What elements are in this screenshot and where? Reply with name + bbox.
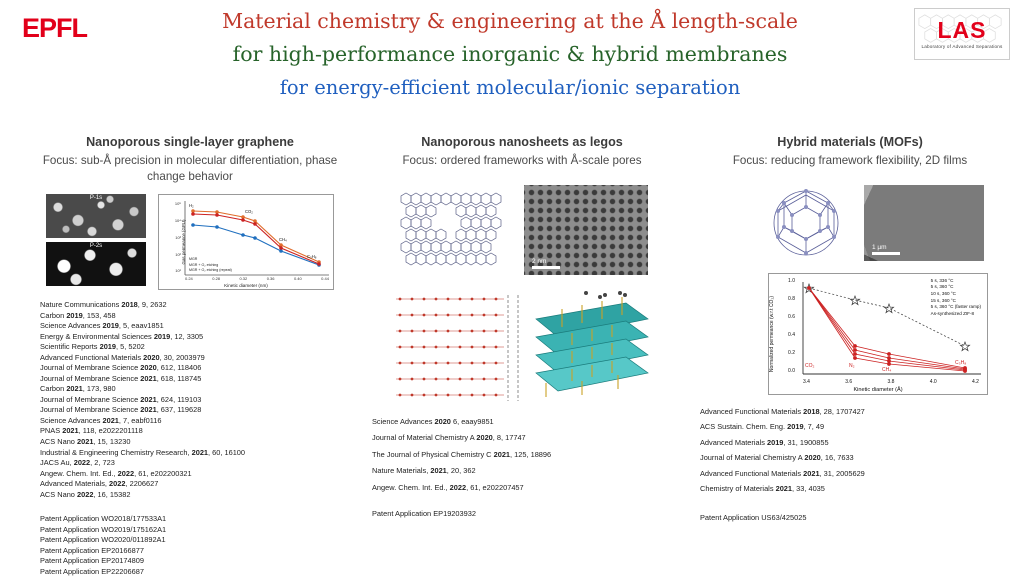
legend-entry: 5 s, 336 °C — [930, 277, 954, 283]
sem-scalebar-label: 1 µm — [872, 243, 887, 251]
svg-text:H₂: H₂ — [189, 203, 194, 209]
column-nanosheets-header — [372, 134, 672, 169]
column-mofs-patents — [700, 513, 1000, 524]
reference-item: Angew. Chem. Int. Ed., 2022, 61, e202200321 — [40, 468, 192, 478]
nanosheet-lattice-model — [396, 185, 514, 275]
svg-text:N₂: N₂ — [849, 362, 855, 369]
column-graphene-references — [40, 300, 340, 500]
column-nanosheets-focus: Focus: ordered frameworks with Å-scale pores — [402, 154, 642, 167]
reference-item: Advanced Functional Materials 2020, 30, 2003979 — [40, 352, 205, 362]
ytick: 1.0 — [788, 277, 795, 284]
mof-chart-legend — [931, 278, 981, 318]
column-graphene-header — [40, 134, 340, 184]
reference-item: Industrial & Engineering Chemistry Research, 2021, 60, 16100 — [40, 447, 246, 457]
reference-item: Science Advances 2021, 7, eabf0116 — [40, 415, 162, 425]
reference-item: Scientific Reports 2019, 5, 5202 — [40, 342, 145, 352]
xtick: 3.8 — [887, 378, 895, 385]
reference-item: Journal of Membrane Science 2021, 624, 119103 — [40, 394, 202, 404]
reference-item: PNAS 2021, 118, e2022201118 — [40, 426, 143, 436]
patent-item: Patent Application EP19203932 — [372, 509, 476, 519]
graphene-permeance-chart — [158, 194, 334, 290]
column-graphene — [40, 134, 340, 577]
slide-title — [130, 8, 890, 102]
reference-item: Nature Materials, 2021, 20, 362 — [372, 466, 476, 476]
reference-item: Journal of Membrane Science 2021, 618, 118745 — [40, 373, 202, 383]
reference-item: Advanced Functional Materials 2018, 28, 1707427 — [700, 406, 865, 416]
column-nanosheets-patents — [372, 509, 672, 520]
xtick: 3.6 — [845, 378, 853, 385]
graphene-chart-legend — [189, 257, 232, 273]
xtick: 3.4 — [803, 378, 810, 385]
tem-scalebar-label: 2 nm — [532, 257, 547, 265]
ytick: 0.4 — [788, 331, 795, 338]
reference-item: Science Advances 2020 6, eaay9851 — [372, 416, 494, 426]
legend-entry: MGR + O₂ etching (repeat) — [189, 267, 232, 272]
title-line-1: Material chemistry & engineering at the Å length-scale — [222, 9, 798, 33]
column-mofs-title: Hybrid materials (MOFs) — [777, 135, 923, 149]
micrograph-p2s — [46, 242, 146, 286]
svg-text:CH₄: CH₄ — [279, 237, 287, 243]
ytick: 0.6 — [788, 313, 795, 320]
reference-item: Angew. Chem. Int. Ed., 2022, 61, e202207457 — [372, 482, 524, 492]
column-mofs-header — [700, 134, 1000, 169]
reference-item: Journal of Membrane Science 2020, 612, 118406 — [40, 363, 202, 373]
column-mofs-references — [700, 407, 1000, 495]
column-graphene-title: Nanoporous single-layer graphene — [86, 135, 294, 149]
xtick: 0.40 — [293, 276, 302, 282]
mof-cage-model — [756, 181, 856, 265]
column-graphene-focus: Focus: sub-Å precision in molecular differentiation, phase change behavior — [42, 154, 338, 183]
nanosheet-stack-schematic — [386, 289, 654, 409]
sem-scalebar — [872, 244, 900, 255]
legend-entry: As-synthesized ZIF-8 — [930, 310, 975, 316]
reference-item: Energy & Environmental Sciences 2019, 12, 3305 — [40, 331, 204, 341]
column-mofs — [700, 134, 1000, 523]
ytick: 10² — [175, 251, 181, 257]
patent-item: Patent Application EP20166877 — [40, 545, 144, 555]
column-nanosheets — [372, 134, 672, 520]
lattice-svg — [396, 185, 514, 275]
ytick: 10⁵ — [174, 201, 181, 207]
las-logo-text: LAS — [937, 17, 987, 43]
reference-item: ACS Sustain. Chem. Eng. 2019, 7, 49 — [700, 422, 825, 432]
patent-item: Patent Application WO2018/177533A1 — [40, 514, 167, 524]
reference-item: Carbon 2019, 153, 458 — [40, 310, 116, 320]
svg-text:C₃H₈: C₃H₈ — [307, 254, 317, 260]
epfl-logo: EPFL — [22, 13, 88, 43]
xtick: 4.2 — [972, 378, 979, 385]
reference-item: Advanced Functional Materials 2021, 31, 2005629 — [700, 468, 865, 478]
ytick: 10⁴ — [174, 218, 181, 224]
tem-scalebar — [532, 258, 560, 269]
mof-chart-xticks — [803, 379, 979, 385]
reference-item: Science Advances 2019, 5, eaav1851 — [40, 321, 164, 331]
graphene-chart-xticks — [185, 276, 329, 281]
graphene-chart-ylabel: Gas permeance (GPU) — [180, 219, 186, 265]
graphene-chart-yticks — [167, 201, 181, 273]
legend-entry: MGR + O₂ etching — [189, 262, 219, 267]
patent-item: Patent Application WO2020/011892A1 — [40, 535, 166, 545]
micrograph-p1s-label: P-1s — [89, 195, 103, 202]
reference-item: JACS Au, 2022, 2, 723 — [40, 458, 115, 468]
mof-chart-ylabel: Normalized permeance (w.r.t CO₂) — [769, 295, 775, 372]
patent-item: Patent Application EP22206687 — [40, 566, 144, 576]
column-graphene-figures — [40, 194, 340, 290]
legend-entry: MGR — [189, 257, 198, 262]
ytick: 0.2 — [788, 349, 795, 356]
ytick: 10¹ — [175, 268, 181, 274]
patent-item: Patent Application WO2019/175162A1 — [40, 524, 167, 534]
xtick: 4.0 — [929, 378, 937, 385]
reference-item: ACS Nano 2021, 15, 13230 — [40, 436, 131, 446]
micrograph-p1s — [46, 194, 146, 238]
mof-cage-svg — [756, 181, 856, 265]
mof-chart-xlabel: Kinetic diameter (Å) — [853, 386, 903, 393]
reference-item: Advanced Materials, 2022, 2206627 — [40, 479, 159, 489]
sem-scalebar-line — [872, 252, 900, 255]
svg-text:CO₂: CO₂ — [245, 209, 253, 215]
legend-entry: 10 s, 360 °C — [930, 290, 956, 296]
ytick: 0.8 — [788, 295, 795, 302]
svg-text:CO₂: CO₂ — [805, 362, 815, 369]
patent-item: Patent Application EP20174809 — [40, 556, 144, 566]
legend-entry: 5 s, 360 °C (faster ramp) — [930, 304, 981, 310]
stack-svg — [386, 289, 654, 409]
reference-item: Journal of Membrane Science 2021, 637, 119628 — [40, 405, 202, 415]
micrograph-p2s-label: P-2s — [89, 243, 103, 250]
reference-item: ACS Nano 2022, 16, 15382 — [40, 489, 131, 499]
title-line-2: for high-performance inorganic & hybrid membranes — [232, 41, 788, 66]
svg-text:CH₄: CH₄ — [882, 366, 892, 373]
patent-item: Patent Application US63/425025 — [700, 512, 807, 522]
xtick: 0.44 — [321, 276, 329, 282]
column-nanosheets-figures — [372, 185, 672, 415]
reference-item: Journal of Material Chemistry A 2020, 8, 17747 — [372, 433, 526, 443]
sem-image — [864, 185, 984, 261]
mof-chart-yticks — [779, 278, 795, 374]
reference-item: Journal of Material Chemistry A 2020, 16, 7633 — [700, 453, 854, 463]
las-logo-subtitle: Laboratory of Advanced Separations — [921, 44, 1003, 49]
graphene-chart-xlabel: Kinetic diameter (nm) — [224, 283, 268, 289]
tem-image — [524, 185, 648, 275]
reference-item: Advanced Materials 2019, 31, 1900855 — [700, 437, 829, 447]
mof-permeance-chart — [768, 273, 988, 395]
reference-item: Chemistry of Materials 2021, 33, 4035 — [700, 484, 825, 494]
reference-item: The Journal of Physical Chemistry C 2021, 125, 18896 — [372, 449, 552, 459]
column-nanosheets-references — [372, 417, 672, 494]
xtick: 0.32 — [239, 276, 248, 282]
las-logo — [914, 8, 1010, 60]
xtick: 0.36 — [266, 276, 275, 282]
column-mofs-figures — [700, 181, 1000, 401]
tem-scalebar-line — [532, 266, 560, 269]
ytick: 10³ — [175, 234, 181, 240]
reference-item: Carbon 2021, 173, 980 — [40, 384, 116, 394]
reference-item: Nature Communications 2018, 9, 2632 — [40, 300, 167, 310]
column-nanosheets-title: Nanoporous nanosheets as legos — [421, 135, 623, 149]
legend-entry: 15 s, 360 °C — [930, 297, 956, 303]
legend-entry: 5 s, 360 °C — [930, 284, 954, 290]
column-mofs-focus: Focus: reducing framework flexibility, 2D films — [732, 154, 968, 167]
column-graphene-patents — [40, 514, 340, 577]
ytick: 0.0 — [788, 367, 795, 374]
xtick: 0.28 — [212, 276, 221, 282]
svg-text:C₃H₈: C₃H₈ — [955, 359, 967, 366]
title-line-3: for energy-efficient molecular/ionic separation — [279, 76, 741, 100]
xtick: 0.24 — [185, 276, 193, 282]
